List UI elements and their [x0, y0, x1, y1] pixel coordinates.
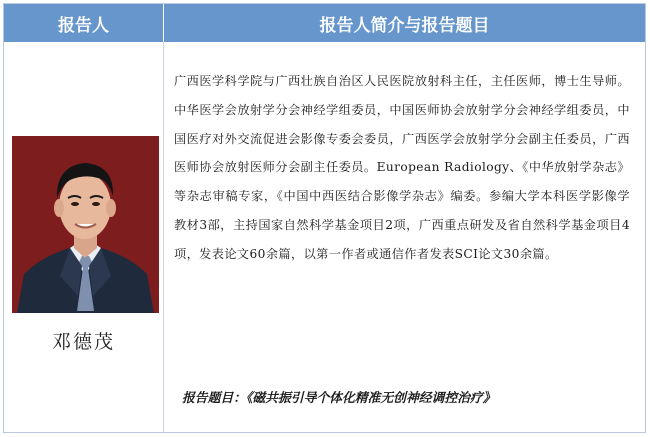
- speaker-bio: 广西医学科学院与广西壮族自治区人民医院放射科主任，主任医师，博士生导师。中华医学会放射学分会神经学组委员，中国医师协会放射学分会神经学组委员，中国医疗对外交流促进会影像专委会委员，广西医学会放射学分会副主任委员，广西医师协会放射医师分会副主任委员。European Radiology、《中华放射学杂志》等杂志审稿专家，《中国中西医结合影像学杂志》编委。参编大学本科医学影像学教材3部，主持国家自然科学基金项目2项，广西重点研发及省自然科学基金项目4项，发表论文60余篇，以第一作者或通信作者发表SCI论文30余篇。: [174, 74, 630, 261]
- speaker-table: [3, 3, 646, 433]
- speaker-photo: [12, 136, 159, 313]
- report-topic: [182, 387, 496, 406]
- header-speaker-label: 报告人: [4, 4, 164, 42]
- report-topic-title: 《磁共振引导个体化精准无创神经调控治疗》: [245, 391, 496, 406]
- report-topic-prefix: 报告题目：: [182, 391, 246, 406]
- table-header: [4, 4, 645, 42]
- speaker-name: 邓德茂: [51, 331, 115, 353]
- header-intro-label: 报告人简介与报告题目: [319, 15, 490, 36]
- column-divider: [163, 42, 164, 432]
